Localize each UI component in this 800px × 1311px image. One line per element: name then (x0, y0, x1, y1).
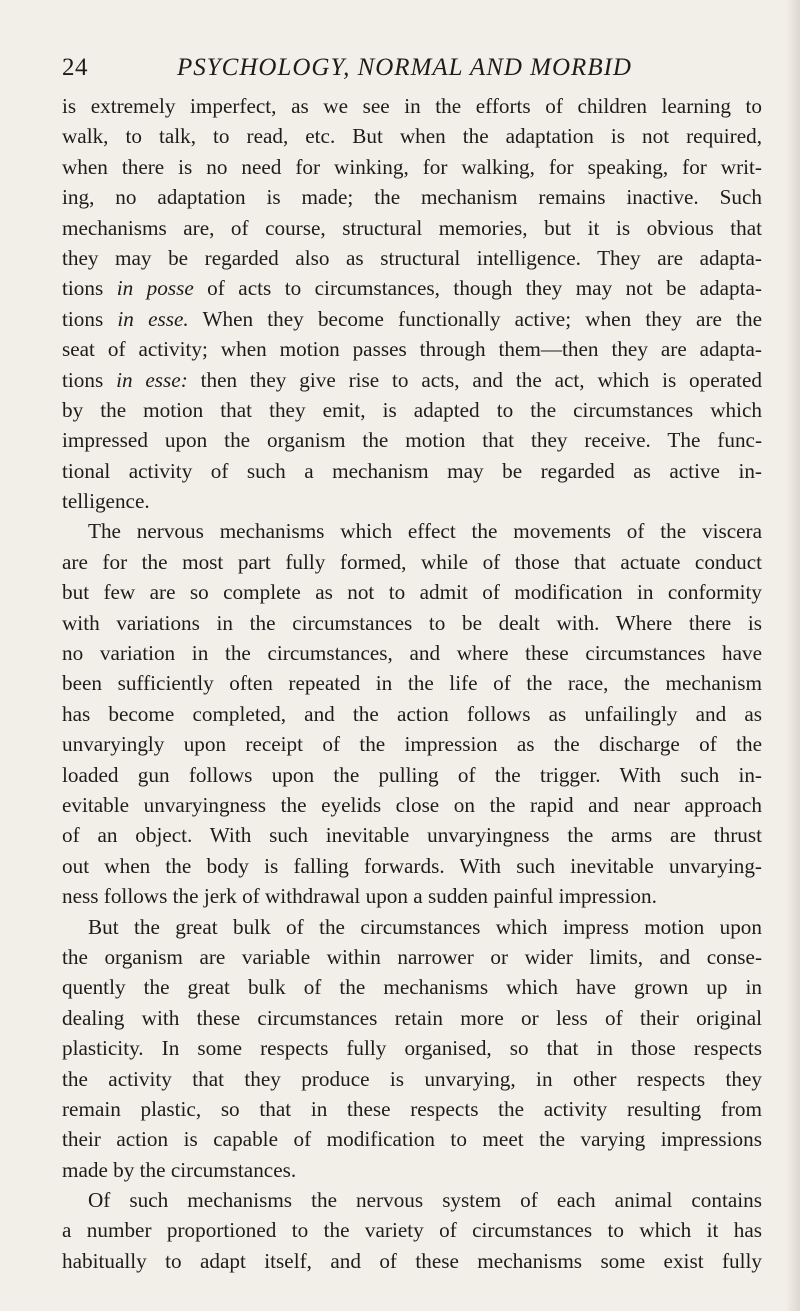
text-line: remain plastic, so that in these respects the activity resulting from (62, 1096, 762, 1121)
text-line: with variations in the circumstances to be dealt with. Where there is (62, 610, 762, 635)
text-line: been sufficiently often repeated in the life of the race, the mechanism (62, 671, 762, 696)
text-line: unvaryingly upon receipt of the impression as the discharge of the (62, 732, 762, 757)
text-line: ing, no adaptation is made; the mechanism remains inactive. Such (62, 185, 762, 210)
text-line: quently the great bulk of the mechanisms which have grown up in (62, 975, 762, 1000)
latin-phrase: in esse: (116, 367, 188, 392)
text-line: tions in esse: then they give rise to acts, and the act, which is operated (62, 367, 762, 392)
text-line: has become completed, and the action follows as unfailingly and as (62, 701, 762, 726)
text-line: are for the most part fully formed, while of those that actuate conduct (62, 549, 762, 574)
text-line: dealing with these circumstances retain more or less of their original (62, 1005, 762, 1030)
body-text (62, 91, 762, 1276)
text-line: mechanisms are, of course, structural memories, but it is obvious that (62, 215, 762, 240)
paragraph-first-line: Of such mechanisms the nervous system of each animal contains (88, 1188, 762, 1213)
text-line: tional activity of such a mechanism may be regarded as active in- (62, 458, 762, 483)
page-number: 24 (62, 54, 88, 81)
text-line: tions in posse of acts to circumstances, though they may not be adapta- (62, 276, 762, 301)
text-line: ness follows the jerk of withdrawal upon a sudden painful impression. (62, 884, 657, 909)
latin-phrase: in esse. (117, 306, 189, 331)
text-line: but few are so complete as not to admit of modification in conformity (62, 580, 762, 605)
text-line: habitually to adapt itself, and of these mechanisms some exist fully (62, 1248, 762, 1273)
text-line: the organism are variable within narrower or wider limits, and conse- (62, 944, 762, 969)
text-line: seat of activity; when motion passes through them—then they are adapta- (62, 337, 762, 362)
text-line: telligence. (62, 489, 150, 514)
text-line: made by the circumstances. (62, 1157, 297, 1182)
text-line: loaded gun follows upon the pulling of the trigger. With such in- (62, 762, 762, 787)
text-line: when there is no need for winking, for walking, for speaking, for writ- (62, 154, 762, 179)
text-line: of an object. With such inevitable unvaryingness the arms are thrust (62, 823, 762, 848)
text-line: out when the body is falling forwards. With such inevitable unvarying- (62, 853, 762, 878)
text-line: their action is capable of modification to meet the varying impressions (62, 1127, 762, 1152)
latin-phrase: in posse (116, 276, 194, 301)
text-line: plasticity. In some respects fully organised, so that in those respects (62, 1036, 762, 1061)
text-line: the activity that they produce is unvarying, in other respects they (62, 1066, 762, 1091)
text-line: is extremely imperfect, as we see in the efforts of children learning to (62, 94, 762, 118)
page-edge-shadow (786, 0, 800, 1311)
text-line: by the motion that they emit, is adapted to the circumstances which (62, 397, 762, 422)
page-header (62, 54, 762, 94)
text-line: they may be regarded also as structural intelligence. They are adapta- (62, 245, 762, 270)
text-line: tions in esse. When they become functionally active; when they are the (62, 306, 762, 331)
text-line: no variation in the circumstances, and where these circumstances have (62, 641, 762, 666)
text-line: evitable unvaryingness the eyelids close on the rapid and near approach (62, 792, 762, 817)
running-head: PSYCHOLOGY, NORMAL AND MORBID (177, 54, 632, 81)
text-line: a number proportioned to the variety of circumstances to which it has (62, 1218, 762, 1243)
text-line: impressed upon the organism the motion that they receive. The func- (62, 428, 762, 453)
text-line: walk, to talk, to read, etc. But when the adaptation is not required, (62, 124, 762, 149)
paragraph-first-line: But the great bulk of the circumstances which impress motion upon (88, 914, 762, 939)
paragraph-first-line: The nervous mechanisms which effect the movements of the viscera (88, 519, 762, 544)
